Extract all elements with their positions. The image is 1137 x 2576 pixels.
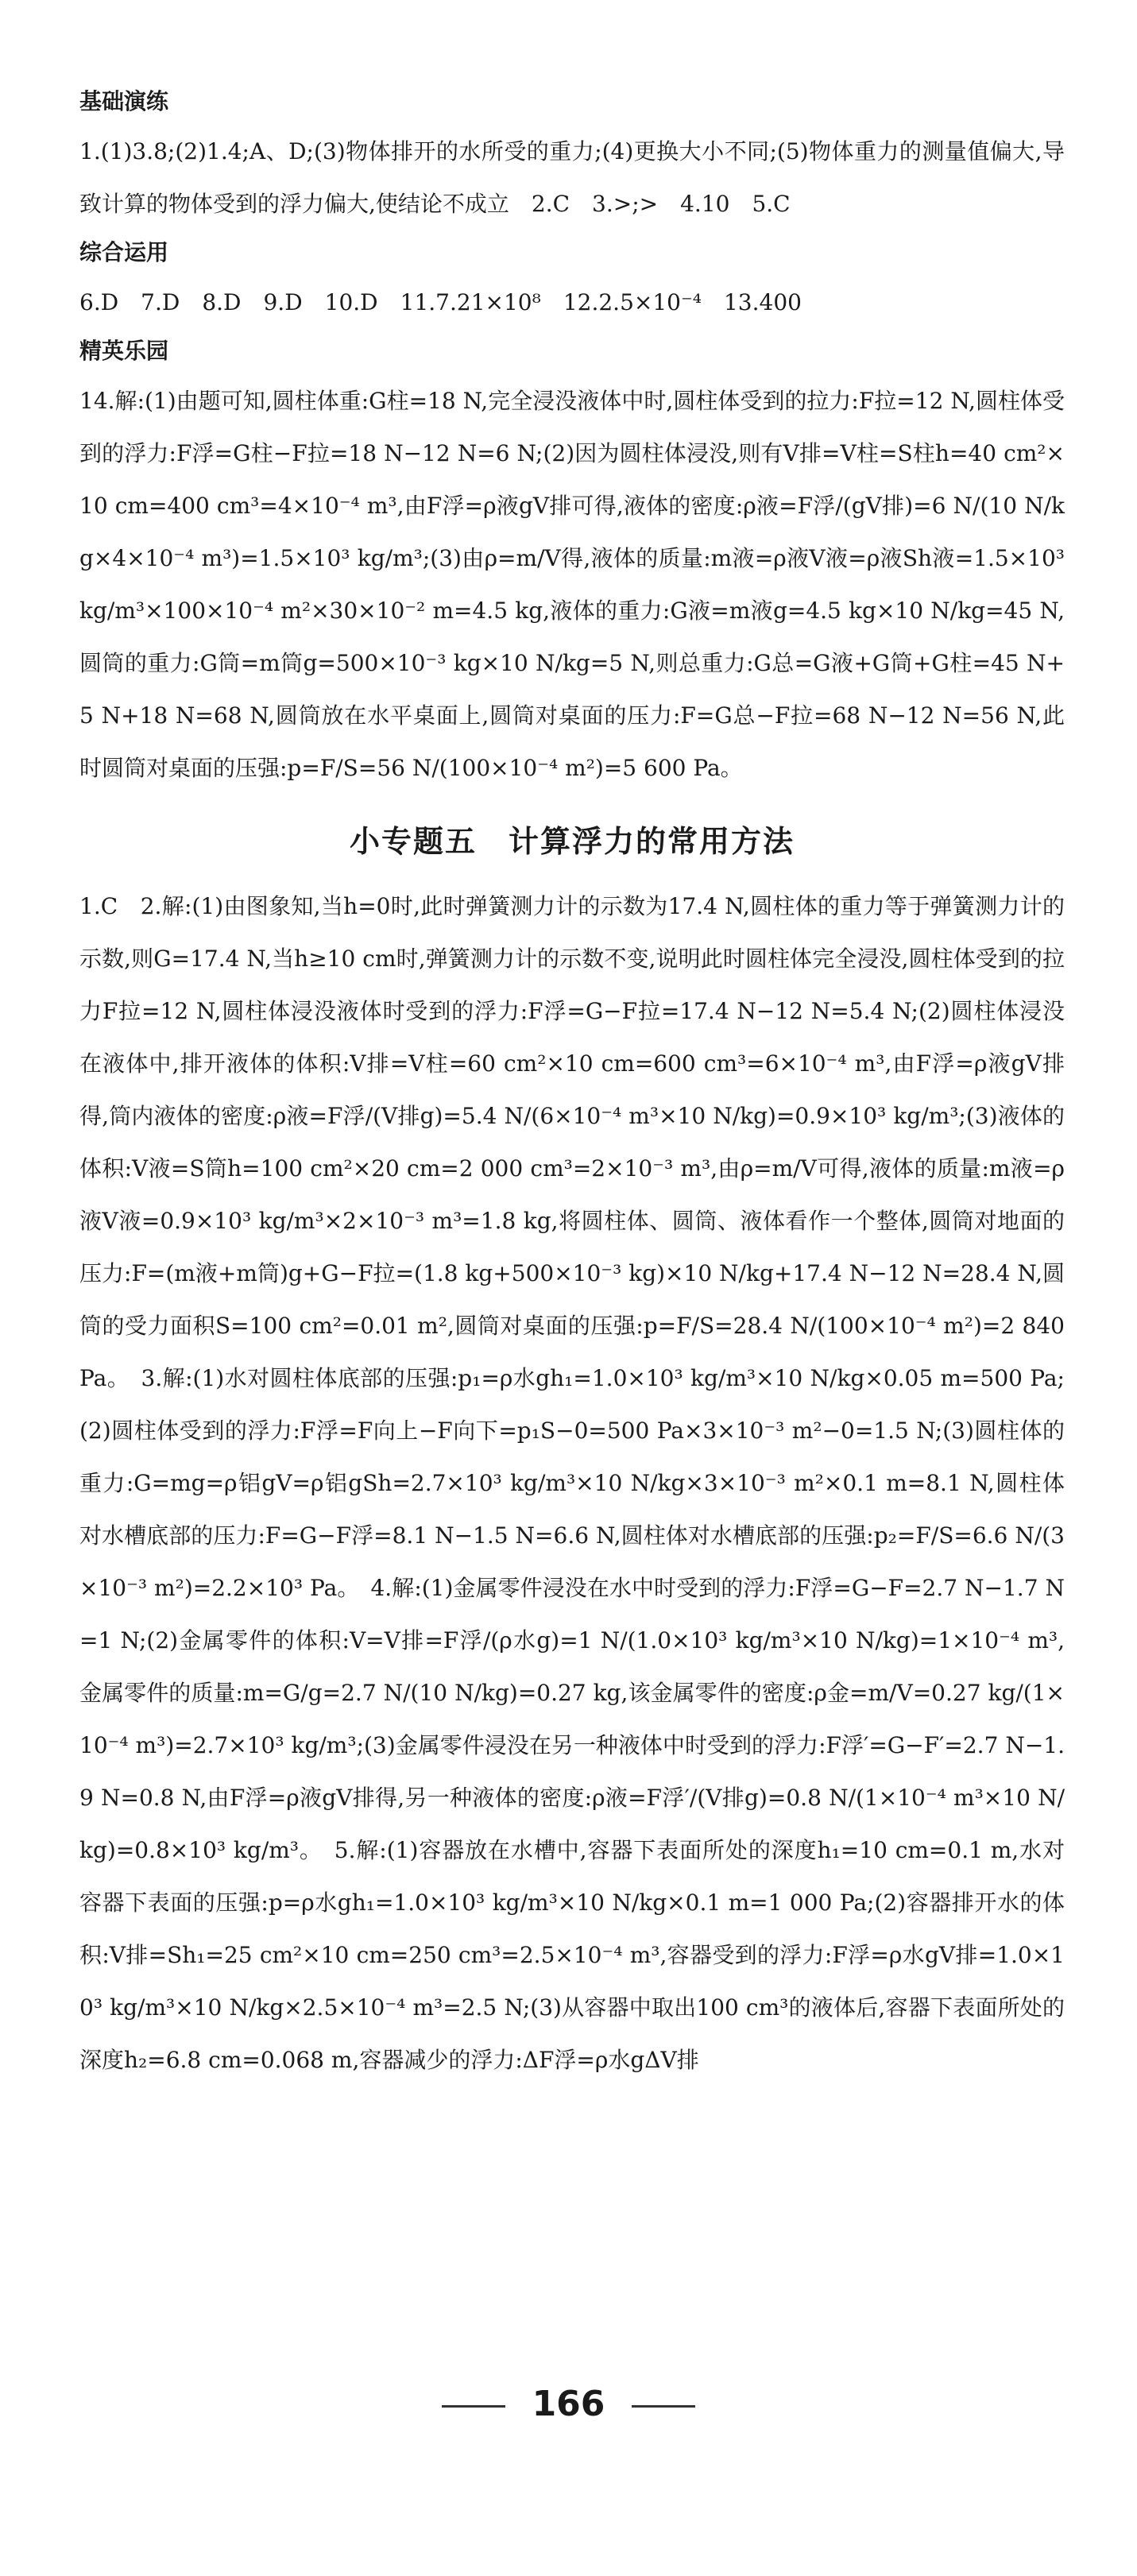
section-title-elite: 精英乐园 [79, 338, 169, 364]
chapter-title: 小专题五 计算浮力的常用方法 [349, 824, 795, 859]
comprehensive-answers: 6.D 7.D 8.D 9.D 10.D 11.7.21×10⁸ 12.2.5×10⁻⁴ 13.400 [79, 289, 802, 315]
document-page [79, 79, 1065, 2087]
page-number: 166 [532, 2384, 605, 2424]
page-number-dash-left [442, 2405, 505, 2408]
section-title-basic: 基础演练 [79, 88, 169, 114]
page-number-dash-right [632, 2405, 695, 2408]
page-number-row [0, 2384, 1137, 2424]
elite-answers: 14.解:(1)由题可知,圆柱体重:G柱=18 N,完全浸没液体中时,圆柱体受到的拉力:F拉=12 N,圆柱体受到的浮力:F浮=G柱−F拉=18 N−12 N=6 N;(2)因为圆柱体浸没,则有V排=V柱=S柱h=40 cm²×10 cm=400 cm³=4×10⁻⁴ m³,由F浮=ρ液gV排可得,液体的密度:ρ液=F浮/(gV排)=6 N/(10 N/kg×4×10⁻⁴ m³)=1.5×10³ kg/m³;(3)由ρ=m/V得,液体的质量:m液=ρ液V液=ρ液Sh液=1.5×10³ kg/m³×100×10⁻⁴ m²×30×10⁻² m=4.5 kg,液体的重力:G液=m液g=4.5 kg×10 N/kg=45 N,圆筒的重力:G筒=m筒g=500×10⁻³ kg×10 N/kg=5 N,则总重力:G总=G液+G筒+G柱=45 N+5 N+18 N=68 N,圆筒放在水平桌面上,圆筒对桌面的压力:F=G总−F拉=68 N−12 N=56 N,此时圆筒对桌面的压强:p=F/S=56 N/(100×10⁻⁴ m²)=5 600 Pa。 [79, 388, 1065, 781]
chapter-answers: 1.C 2.解:(1)由图象知,当h=0时,此时弹簧测力计的示数为17.4 N,圆柱体的重力等于弹簧测力计的示数,则G=17.4 N,当h≥10 cm时,弹簧测力计的示数不变,说明此时圆柱体完全浸没,圆柱体受到的拉力F拉=12 N,圆柱体浸没液体时受到的浮力:F浮=G−F拉=17.4 N−12 N=5.4 N;(2)圆柱体浸没在液体中,排开液体的体积:V排=V柱=60 cm²×10 cm=600 cm³=6×10⁻⁴ m³,由F浮=ρ液gV排得,筒内液体的密度:ρ液=F浮/(V排g)=5.4 N/(6×10⁻⁴ m³×10 N/kg)=0.9×10³ kg/m³;(3)液体的体积:V液=S筒h=100 cm²×20 cm=2 000 cm³=2×10⁻³ m³,由ρ=m/V可得,液体的质量:m液=ρ液V液=0.9×10³ kg/m³×2×10⁻³ m³=1.8 kg,将圆柱体、圆筒、液体看作一个整体,圆筒对地面的压力:F=(m液+m筒)g+G−F拉=(1.8 kg+500×10⁻³ kg)×10 N/kg+17.4 N−12 N=28.4 N,圆筒的受力面积S=100 cm²=0.01 m²,圆筒对桌面的压强:p=F/S=28.4 N/(100×10⁻⁴ m²)=2 840 Pa。 3.解:(1)水对圆柱体底部的压强:p₁=ρ水gh₁=1.0×10³ kg/m³×10 N/kg×0.05 m=500 Pa;(2)圆柱体受到的浮力:F浮=F向上−F向下=p₁S−0=500 Pa×3×10⁻³ m²−0=1.5 N;(3)圆柱体的重力:G=mg=ρ铝gV=ρ铝gSh=2.7×10³ kg/m³×10 N/kg×3×10⁻³ m²×0.1 m=8.1 N,圆柱体对水槽底部的压力:F=G−F浮=8.1 N−1.5 N=6.6 N,圆柱体对水槽底部的压强:p₂=F/S=6.6 N/(3×10⁻³ m²)=2.2×10³ Pa。 4.解:(1)金属零件浸没在水中时受到的浮力:F浮=G−F=2.7 N−1.7 N=1 N;(2)金属零件的体积:V=V排=F浮/(ρ水g)=1 N/(1.0×10³ kg/m³×10 N/kg)=1×10⁻⁴ m³,金属零件的质量:m=G/g=2.7 N/(10 N/kg)=0.27 kg,该金属零件的密度:ρ金=m/V=0.27 kg/(1×10⁻⁴ m³)=2.7×10³ kg/m³;(3)金属零件浸没在另一种液体中时受到的浮力:F浮′=G−F′=2.7 N−1.9 N=0.8 N,由F浮=ρ液gV排得,另一种液体的密度:ρ液=F浮′/(V排g)=0.8 N/(1×10⁻⁴ m³×10 N/kg)=0.8×10³ kg/m³。 5.解:(1)容器放在水槽中,容器下表面所处的深度h₁=10 cm=0.1 m,水对容器下表面的压强:p=ρ水gh₁=1.0×10³ kg/m³×10 N/kg×0.1 m=1 000 Pa;(2)容器排开水的体积:V排=Sh₁=25 cm²×10 cm=250 cm³=2.5×10⁻⁴ m³,容器受到的浮力:F浮=ρ水gV排=1.0×10³ kg/m³×10 N/kg×2.5×10⁻⁴ m³=2.5 N;(3)从容器中取出100 cm³的液体后,容器下表面所处的深度h₂=6.8 cm=0.068 m,容器减少的浮力:ΔF浮=ρ水gΔV排 [79, 893, 1065, 2073]
section-title-comprehensive: 综合运用 [79, 239, 169, 265]
basic-answers: 1.(1)3.8;(2)1.4;A、D;(3)物体排开的水所受的重力;(4)更换大小不同;(5)物体重力的测量值偏大,导致计算的物体受到的浮力偏大,使结论不成立 2.C 3.>;> 4.10 5.C [79, 138, 1065, 217]
